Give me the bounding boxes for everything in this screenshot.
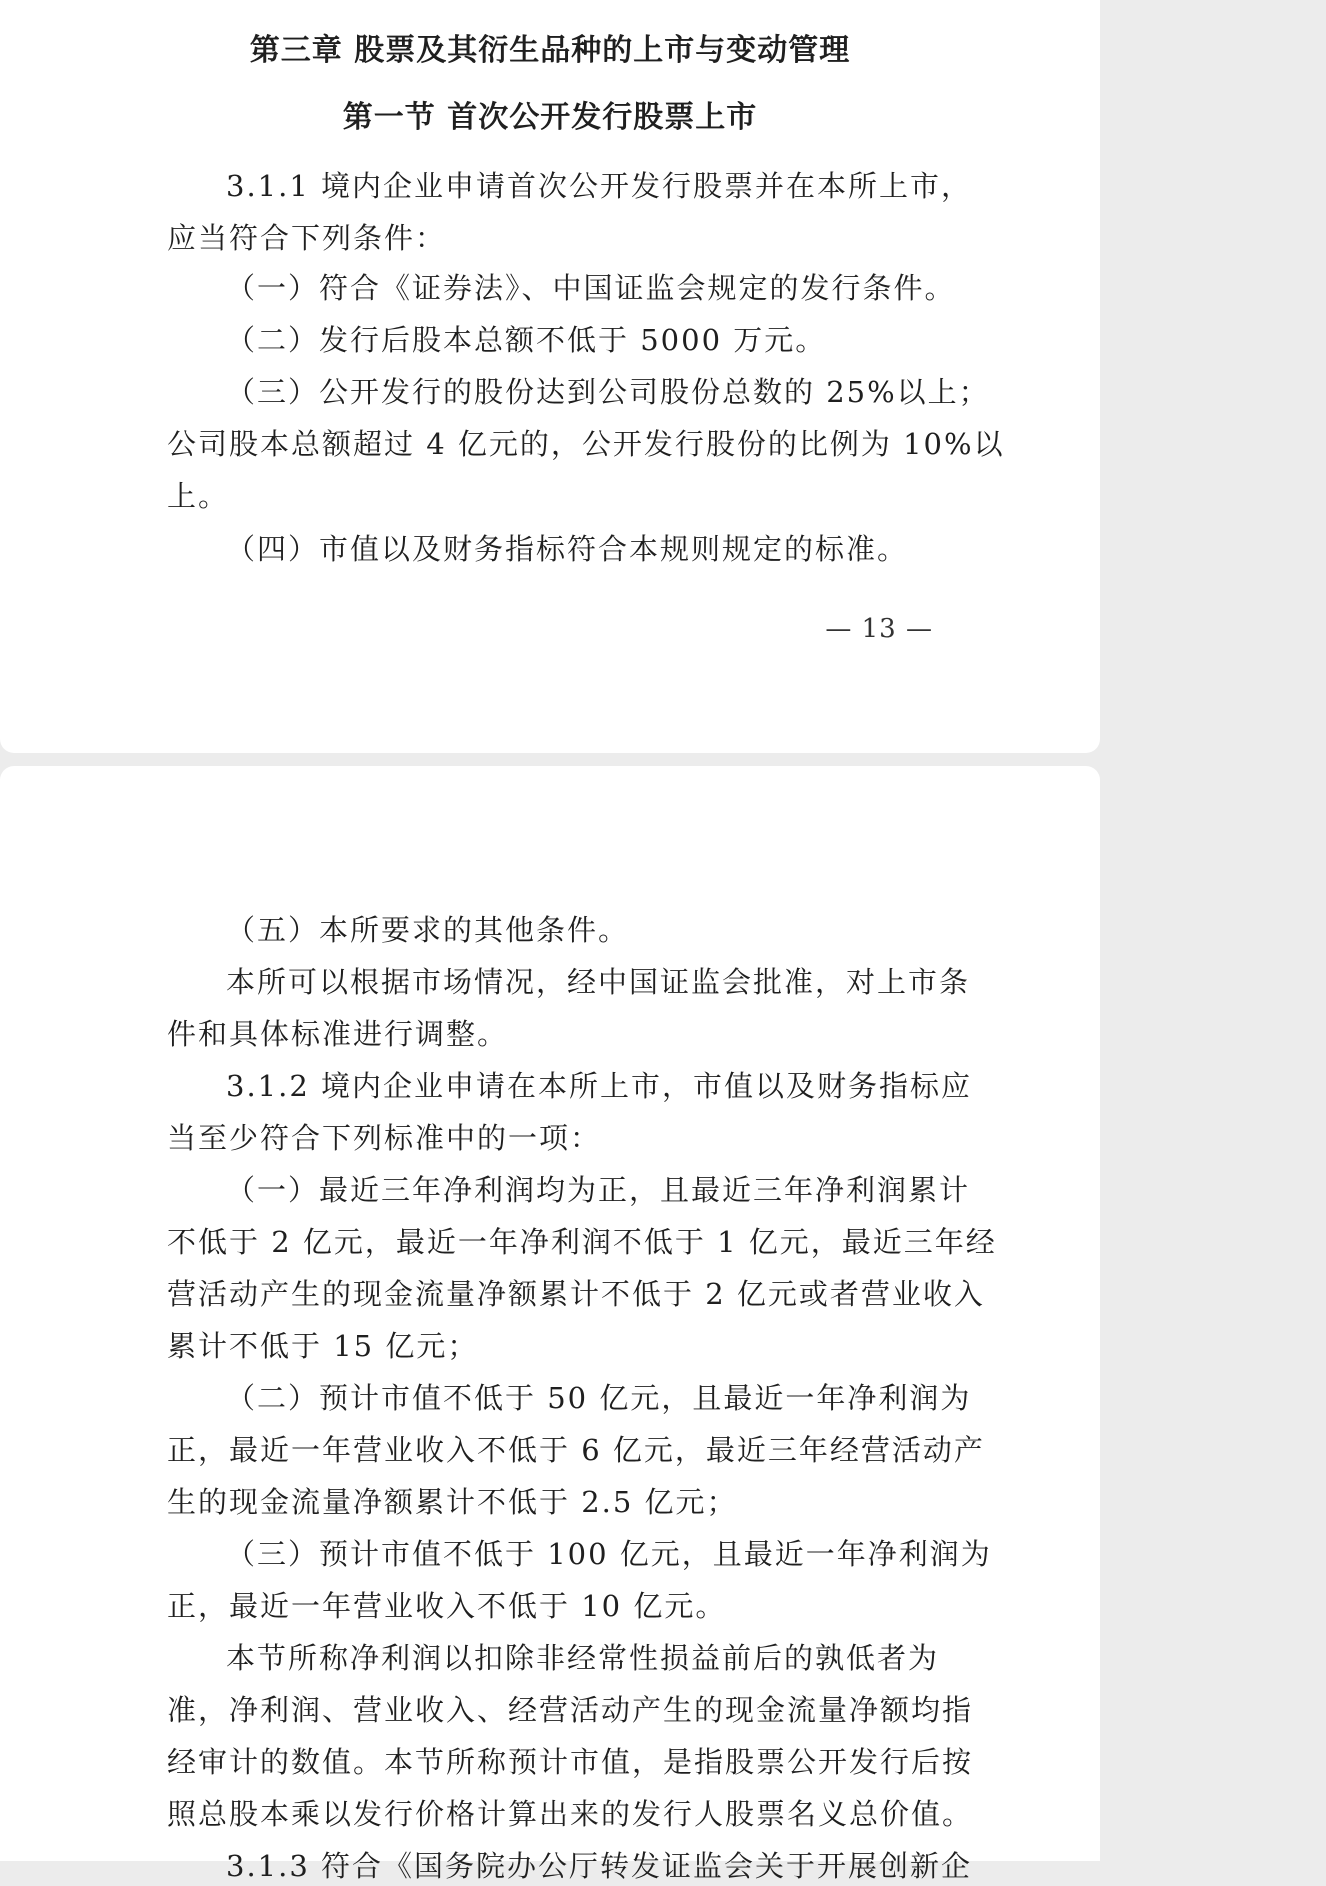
standard-2-line-2: 正，最近一年营业收入不低于 6 亿元，最近三年经营活动产 [167,1433,985,1467]
condition-4: （四）市值以及财务指标符合本规则规定的标准。 [226,532,909,566]
standard-2-line-3: 生的现金流量净额累计不低于 2.5 亿元； [167,1485,738,1519]
page-number: — 13 — [825,614,933,644]
condition-5: （五）本所要求的其他条件。 [226,913,630,947]
definition-line-3: 经审计的数值。本节所称预计市值，是指股票公开发行后按 [167,1745,974,1779]
standard-1-line-4: 累计不低于 15 亿元； [167,1329,479,1363]
article-3-1-3-line-1: 3.1.3 符合《国务院办公厅转发证监会关于开展创新企 [226,1849,973,1883]
definition-line-4: 照总股本乘以发行价格计算出来的发行人股票名义总价值。 [167,1797,974,1831]
article-3-1-2-line-2: 当至少符合下列标准中的一项： [167,1121,602,1155]
article-3-1-1-line-2: 应当符合下列条件： [167,221,447,255]
standard-2-line-1: （二）预计市值不低于 50 亿元，且最近一年净利润为 [226,1381,972,1415]
chapter-title: 第三章 股票及其衍生品种的上市与变动管理 [249,33,851,68]
adjustment-line-1: 本所可以根据市场情况，经中国证监会批准，对上市条 [226,965,971,999]
condition-2: （二）发行后股本总额不低于 5000 万元。 [226,323,827,357]
definition-line-2: 准，净利润、营业收入、经营活动产生的现金流量净额均指 [167,1693,974,1727]
document-page-1 [0,0,1100,753]
standard-1-line-1: （一）最近三年净利润均为正，且最近三年净利润累计 [226,1173,971,1207]
adjustment-line-2: 件和具体标准进行调整。 [167,1017,509,1051]
article-3-1-1-line-1: 3.1.1 境内企业申请首次公开发行股票并在本所上市， [226,169,973,203]
article-3-1-2-line-1: 3.1.2 境内企业申请在本所上市，市值以及财务指标应 [226,1069,973,1103]
document-page-2 [0,766,1100,1883]
section-title: 第一节 首次公开发行股票上市 [342,100,758,135]
condition-3-line-3: 上。 [167,479,230,513]
definition-line-1: 本节所称净利润以扣除非经常性损益前后的孰低者为 [226,1641,940,1675]
condition-3-line-2: 公司股本总额超过 4 亿元的，公开发行股份的比例为 10%以 [167,427,1005,461]
standard-3-line-2: 正，最近一年营业收入不低于 10 亿元。 [167,1589,727,1623]
condition-3-line-1: （三）公开发行的股份达到公司股份总数的 25%以上； [226,375,990,409]
standard-1-line-2: 不低于 2 亿元，最近一年净利润不低于 1 亿元，最近三年经 [167,1225,997,1259]
standard-3-line-1: （三）预计市值不低于 100 亿元，且最近一年净利润为 [226,1537,992,1571]
condition-1: （一）符合《证券法》、中国证监会规定的发行条件。 [226,271,956,305]
standard-1-line-3: 营活动产生的现金流量净额累计不低于 2 亿元或者营业收入 [167,1277,985,1311]
